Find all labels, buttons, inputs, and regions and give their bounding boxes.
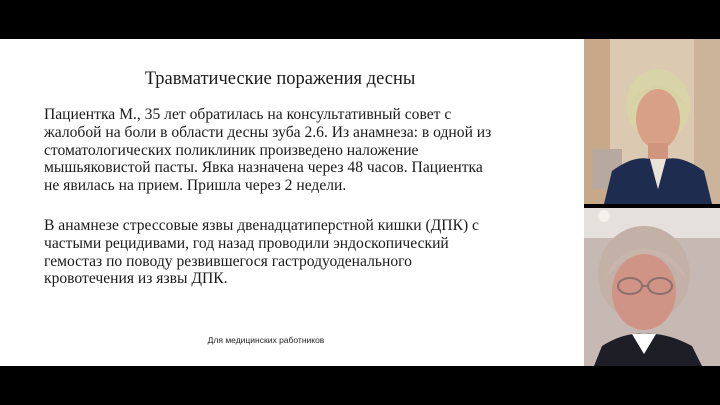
person-video-icon bbox=[584, 208, 720, 366]
participant-video-2[interactable] bbox=[584, 208, 720, 366]
person-video-icon bbox=[584, 39, 720, 204]
participant-video-1[interactable] bbox=[584, 39, 720, 204]
slide-footer: Для медицинских работников bbox=[207, 335, 325, 345]
slide-paragraph-history: В анамнезе стрессовые язвы двенадцатиперстной кишки (ДПК) с частыми рецидивами, год назад проводили эндоскопический гемостаз по поводу резвившегося гастродуоденального кровотечения из язвы ДПК. bbox=[44, 217, 479, 288]
presentation-slide bbox=[0, 39, 584, 366]
slide-paragraph-case: Пациентка М., 35 лет обратилась на консультативный совет с жалобой на боли в области десны зуба 2.6. Из анамнеза: в одной из стоматологических поликлиник произведено наложение мышьяковистой пасты. Явка назначена через 48 часов. Пациентка не явилась на прием. Пришла через 2 недели. bbox=[44, 106, 492, 195]
slide-title: Травматические поражения десны bbox=[144, 69, 416, 89]
